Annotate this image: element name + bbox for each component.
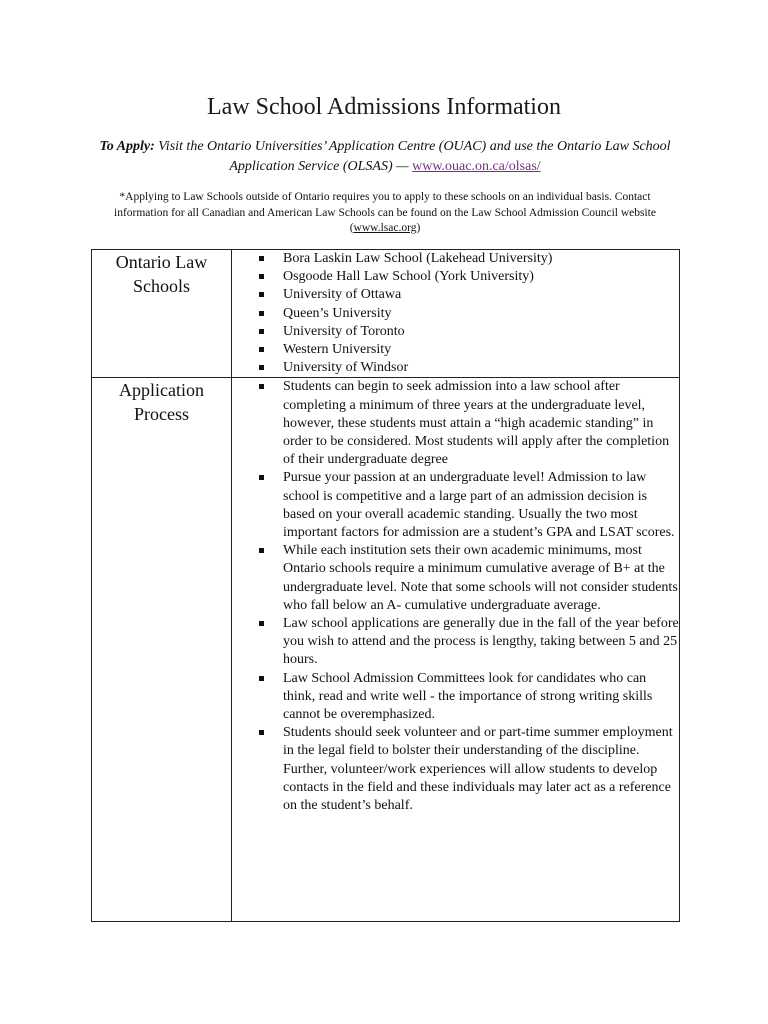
application-process-list: [232, 378, 679, 815]
page-title: Law School Admissions Information: [207, 94, 561, 120]
list-item: University of Windsor: [283, 359, 679, 377]
row-label-application-process: Application Process: [92, 378, 232, 922]
list-item: Pursue your passion at an undergraduate level! Admission to law school is competitive and a large part of an admission decision is based on your overall academic standing. Usually the two most important factors for admission are a student’s GPA and LSAT scores.: [283, 469, 679, 542]
apply-text: Visit the Ontario Universities’ Application Centre (OUAC) and use the Ontario Law School Application Service (OLSAS) —: [158, 139, 671, 174]
list-item: Students can begin to seek admission into a law school after completing a minimum of three years at the undergraduate level, however, these students must attain a “high academic standing” in order to be considered. Most students will apply after the completion of their undergraduate degree: [283, 378, 679, 469]
note-text: *Applying to Law Schools outside of Ontario requires you to apply to these schools on an individual basis. Contact information for all Canadian and American Law Schools can be found on the Law School Admission Council website (: [114, 191, 656, 234]
list-item: Law school applications are generally due in the fall of the year before you wish to attend and the process is lengthy, taking between 5 and 25 hours.: [283, 615, 679, 670]
list-item: While each institution sets their own academic minimums, most Ontario schools require a minimum cumulative average of B+ at the undergraduate level. Note that some schools will not consider students who fall below an A- cumulative undergraduate average.: [283, 542, 679, 615]
row-content-ontario-law-schools: [232, 250, 680, 378]
outside-ontario-note: [92, 190, 678, 237]
list-item: Bora Laskin Law School (Lakehead University): [283, 250, 679, 268]
row-label-ontario-law-schools: Ontario Law Schools: [92, 250, 232, 378]
list-item: Students should seek volunteer and or part-time summer employment in the legal field to bolster their understanding of the discipline. Further, volunteer/work experiences will allow students to develop contacts in the field and these individuals may later act as a reference on the student’s behalf.: [283, 724, 679, 815]
admissions-table: [91, 249, 680, 922]
list-item: University of Ottawa: [283, 286, 679, 304]
table-row-ontario-law-schools: [92, 250, 680, 378]
olsas-link[interactable]: www.ouac.on.ca/olsas/: [412, 159, 541, 174]
note-close: ): [416, 222, 421, 234]
lsac-link[interactable]: www.lsac.org: [353, 222, 417, 234]
apply-instructions: [90, 137, 680, 177]
row-content-application-process: [232, 378, 680, 922]
law-school-list: [232, 250, 679, 377]
list-item: Osgoode Hall Law School (York University): [283, 268, 679, 286]
table-row-application-process: [92, 378, 680, 922]
list-item: Western University: [283, 341, 679, 359]
apply-lead: To Apply:: [99, 139, 155, 154]
list-item: University of Toronto: [283, 323, 679, 341]
list-item: Queen’s University: [283, 305, 679, 323]
list-item: Law School Admission Committees look for candidates who can think, read and write well - the importance of strong writing skills cannot be overemphasized.: [283, 670, 679, 725]
